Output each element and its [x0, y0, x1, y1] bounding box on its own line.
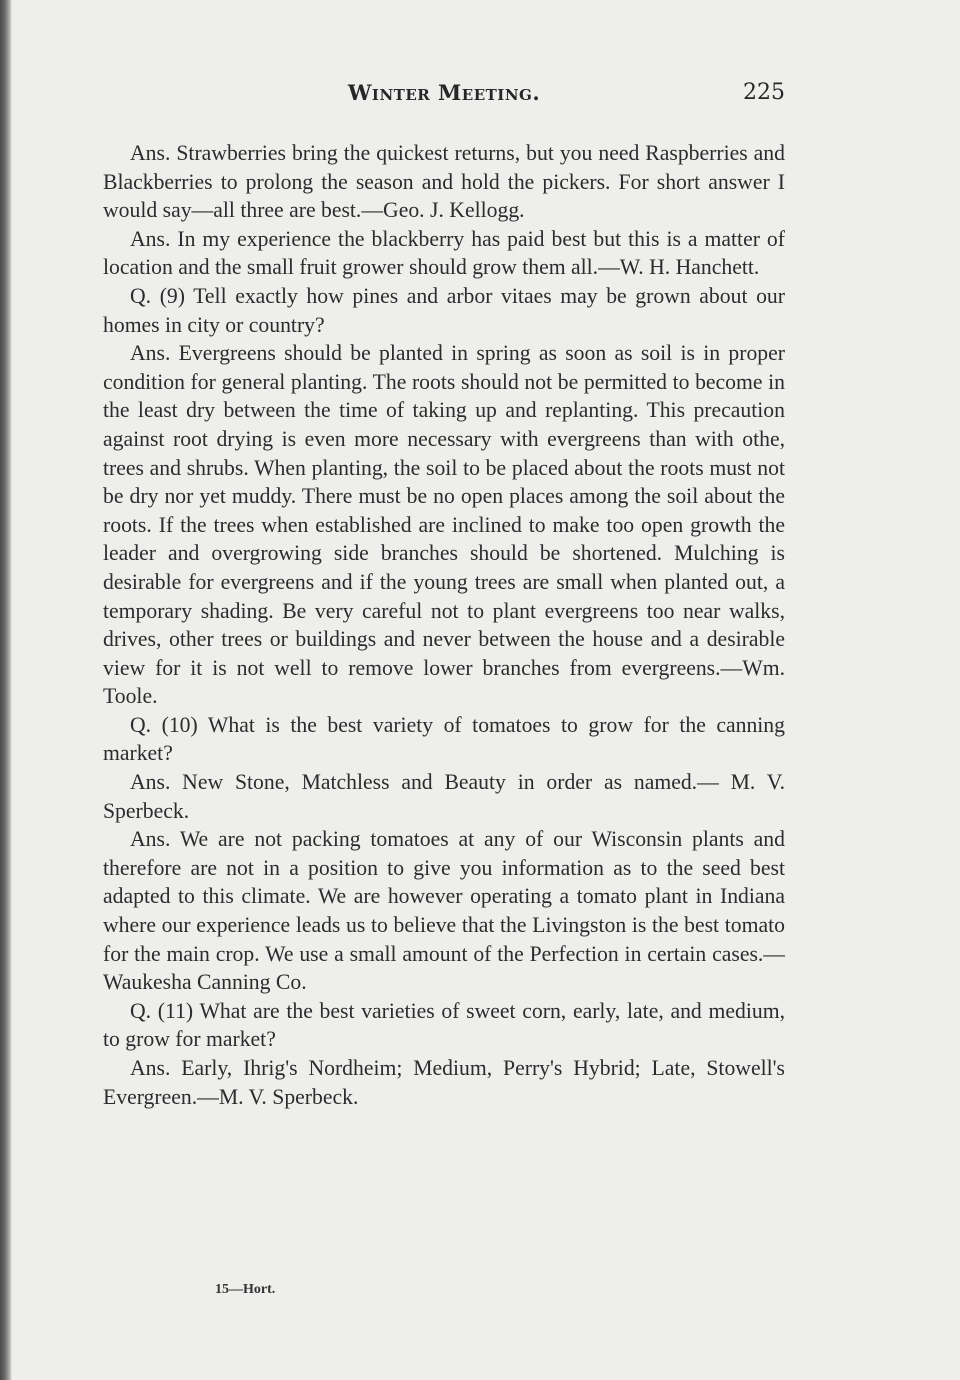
- paragraph-question-10: Q. (10) What is the best variety of tomatoes to grow for the canning market?: [103, 712, 785, 766]
- page-title: Winter Meeting.: [347, 80, 541, 105]
- paragraph-answer-sperbeck-corn: Ans. Early, Ihrig's Nordheim; Medium, Perry's Hybrid; Late, Stowell's Evergreen.—M. V. Sperbeck.: [103, 1056, 785, 1109]
- paragraph-question-9: Q. (9) Tell exactly how pines and arbor vitaes may be grown about our homes in city or country?: [103, 283, 785, 337]
- signature-mark: 15—Hort.: [215, 1282, 276, 1297]
- paragraph-answer-hanchett: Ans. In my experience the blackberry has paid best but this is a matter of location and the small fruit grower should grow them all.—W. H. Hanchett.: [103, 226, 785, 280]
- paragraph-question-11: Q. (11) What are the best varieties of sweet corn, early, late, and medium, to grow for market?: [103, 998, 785, 1052]
- paragraph-answer-kellogg: Ans. Strawberries bring the quickest returns, but you need Raspberries and Blackberries to prolong the season and hold the pickers. For short answer I would say—all three are best.—Geo. J. Kellogg.: [103, 141, 785, 223]
- running-header: [103, 80, 785, 110]
- page-binding-edge: [0, 0, 12, 1380]
- paragraph-answer-waukesha: Ans. We are not packing tomatoes at any of our Wisconsin plants and therefore are not in a position to give you information as to the seed best adapted to this climate. We are however operating a tomato plant in Indiana where our experience leads us to believe that the Livingston is the best tomato for the main crop. We use a small amount of the Perfection in certain cases.—Waukesha Canning Co.: [103, 827, 785, 995]
- paragraph-answer-sperbeck-tomatoes: Ans. New Stone, Matchless and Beauty in order as named.— M. V. Sperbeck.: [103, 770, 785, 823]
- body-text: [103, 139, 785, 1111]
- page-number: 225: [743, 80, 785, 105]
- paragraph-answer-toole: Ans. Evergreens should be planted in spring as soon as soil is in proper condition for general planting. The roots should not be permitted to become in the least dry between the time of taking up and replanting. This precaution against root drying is even more necessary with evergreens than with othe, trees and shrubs. When planting, the soil to be placed about the roots must not be dry nor yet muddy. There must be no open places among the soil about the roots. If the trees when established are inclined to make too open growth the leader and overgrowing side branches should be shortened. Mulching is desirable for evergreens and if the young trees are small when planted out, a temporary shading. Be very careful not to plant evergreens too near walks, drives, other trees or buildings and never between the house and a desirable view for it is not well to remove lower branches from evergreens.—Wm. Toole.: [103, 341, 785, 709]
